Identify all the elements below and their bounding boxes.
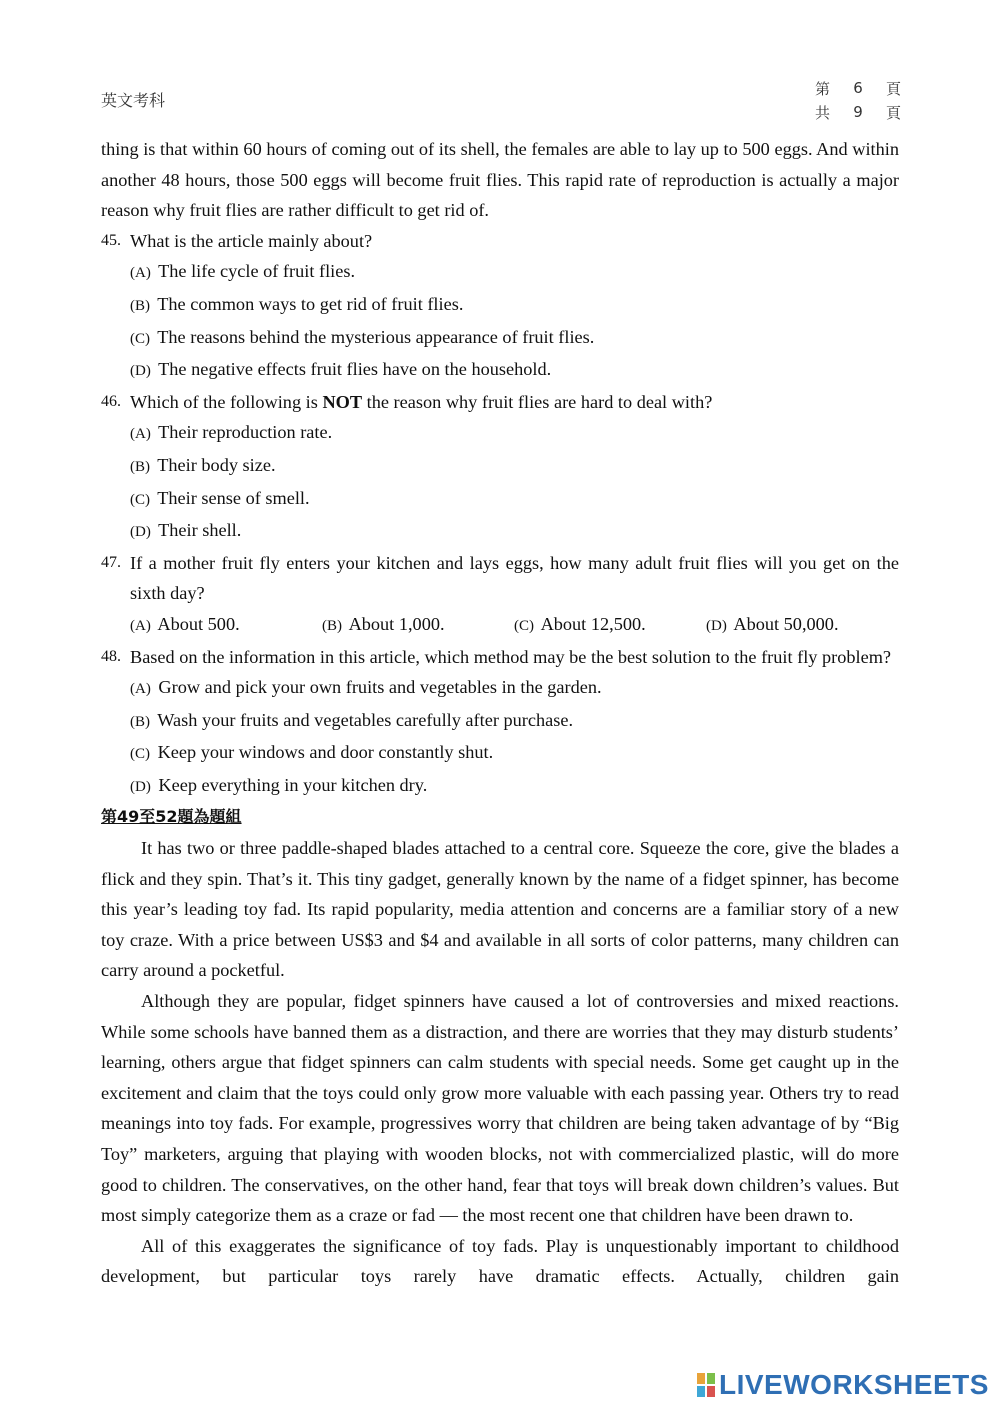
question-text: Based on the information in this article, which method may be the best solution to the fruit fly problem? <box>130 646 892 667</box>
logo-block <box>707 1373 715 1384</box>
logo-block <box>697 1386 705 1397</box>
option-45-c[interactable] <box>101 322 899 355</box>
option-text: Their shell. <box>158 520 242 541</box>
option-48-c[interactable] <box>101 737 899 770</box>
option-label: (A) <box>130 681 151 698</box>
logo-block <box>707 1386 715 1397</box>
option-label: (A) <box>130 617 151 634</box>
option-label: (B) <box>322 617 342 634</box>
option-46-b[interactable] <box>101 450 899 483</box>
page-label: 第 <box>815 79 831 98</box>
option-label: (D) <box>130 778 151 795</box>
question-number: 46. <box>101 392 121 410</box>
option-46-d[interactable] <box>101 515 899 548</box>
option-label: (C) <box>130 491 150 508</box>
option-text: Keep your windows and door constantly shut. <box>157 742 494 763</box>
option-text: The reasons behind the mysterious appearance of fruit flies. <box>157 326 595 347</box>
option-label: (A) <box>130 265 151 282</box>
option-label: (B) <box>130 458 150 475</box>
page-content <box>101 134 899 1292</box>
option-label: (C) <box>514 617 534 634</box>
option-text: Grow and pick your own fruits and vegetables in the garden. <box>158 677 602 698</box>
logo-block <box>697 1373 705 1384</box>
subject-label: 英文考科 <box>101 91 166 110</box>
page-number: 6 <box>853 79 863 97</box>
option-text: Keep everything in your kitchen dry. <box>158 774 428 795</box>
option-label: (B) <box>130 713 150 730</box>
options-row-47 <box>101 609 899 642</box>
option-text: About 12,500. <box>540 613 646 634</box>
option-45-a[interactable] <box>101 256 899 289</box>
total-suffix: 頁 <box>885 103 901 122</box>
question-47 <box>101 548 899 609</box>
question-number: 45. <box>101 231 121 249</box>
option-48-a[interactable] <box>101 672 899 705</box>
option-text: Their reproduction rate. <box>158 422 333 443</box>
option-text: The negative effects fruit flies have on the household. <box>158 359 552 380</box>
option-label: (B) <box>130 297 150 314</box>
option-label: (C) <box>130 746 150 763</box>
liveworksheets-logo <box>697 1369 989 1401</box>
logo-blocks-icon <box>697 1373 715 1397</box>
option-label: (D) <box>130 524 151 541</box>
question-text: What is the article mainly about? <box>130 230 373 251</box>
passage-paragraph-3: All of this exaggerates the significance of toy fads. Play is unquestionably important to childhood development, but particular toys rarely have dramatic effects. Actually, children gain <box>101 1235 899 1287</box>
total-label: 共 <box>815 103 831 122</box>
intro-paragraph: thing is that within 60 hours of coming out of its shell, the females are able to lay up to 500 eggs. And within another 48 hours, those 500 eggs will become fruit flies. This rapid rate of reproduction is actually a major reason why fruit flies are rather difficult to get rid of. <box>101 139 899 221</box>
total-pages: 9 <box>853 103 863 121</box>
option-text: Their sense of smell. <box>157 487 310 508</box>
option-47-d[interactable] <box>706 609 898 642</box>
option-46-a[interactable] <box>101 417 899 450</box>
question-46 <box>101 387 899 418</box>
page-suffix: 頁 <box>885 79 901 98</box>
option-label: (C) <box>130 330 150 347</box>
option-48-b[interactable] <box>101 705 899 738</box>
option-text: About 1,000. <box>348 613 445 634</box>
question-text-part: Which of the following is <box>130 391 323 412</box>
emphasis-not: NOT <box>322 391 363 412</box>
option-47-b[interactable] <box>322 609 514 642</box>
option-text: About 500. <box>157 613 240 634</box>
option-text: Wash your fruits and vegetables carefully after purchase. <box>157 709 574 730</box>
option-47-c[interactable] <box>514 609 706 642</box>
question-number: 48. <box>101 647 121 665</box>
option-text: About 50,000. <box>733 613 839 634</box>
question-text: If a mother fruit fly enters your kitchen and lays eggs, how many adult fruit flies will you get on the sixth day? <box>130 552 899 604</box>
option-45-d[interactable] <box>101 354 899 387</box>
question-group-title: 第49至52題為題組 <box>101 807 242 827</box>
option-label: (D) <box>130 363 151 380</box>
question-48 <box>101 642 899 673</box>
option-47-a[interactable] <box>130 609 322 642</box>
question-number: 47. <box>101 553 121 571</box>
page-indicator <box>815 76 901 124</box>
option-48-d[interactable] <box>101 770 899 803</box>
option-text: The life cycle of fruit flies. <box>158 261 356 282</box>
option-label: (D) <box>706 617 727 634</box>
option-46-c[interactable] <box>101 483 899 516</box>
question-text <box>130 387 899 418</box>
passage-paragraph-2: Although they are popular, fidget spinners have caused a lot of controversies and mixed reactions. While some schools have banned them as a distraction, and there are worries that they may disturb students’ learning, others argue that fidget spinners can calm students with special needs. Some get caught up in the excitement and claim that the toys could only grow more valuable with each passing year. Others try to read meanings into toy fads. For example, progressives worry that children are being taken advantage of by “Big Toy” marketers, arguing that playing with wooden blocks, not with commercialized plastic, will do more good to children. The conservatives, on the other hand, fear that toys will break down children’s values. But most simply categorize them as a craze or fad — the most recent one that children have been drawn to. <box>101 991 899 1226</box>
option-45-b[interactable] <box>101 289 899 322</box>
logo-text: LIVEWORKSHEETS <box>719 1369 989 1400</box>
question-text-part: the reason why fruit flies are hard to deal with? <box>362 391 713 412</box>
option-text: The common ways to get rid of fruit flies. <box>157 293 464 314</box>
option-label: (A) <box>130 426 151 443</box>
passage-paragraph-1: It has two or three paddle-shaped blades attached to a central core. Squeeze the core, give the blades a flick and they spin. That’s it. This tiny gadget, generally known by the name of a fidget spinner, has become this year’s leading toy fad. Its rapid popularity, media attention and concerns are a familiar story of a new toy craze. With a price between US$3 and $4 and available in all sorts of color patterns, many children can carry around a pocketful. <box>101 838 899 981</box>
question-45 <box>101 226 899 257</box>
option-text: Their body size. <box>157 454 276 475</box>
